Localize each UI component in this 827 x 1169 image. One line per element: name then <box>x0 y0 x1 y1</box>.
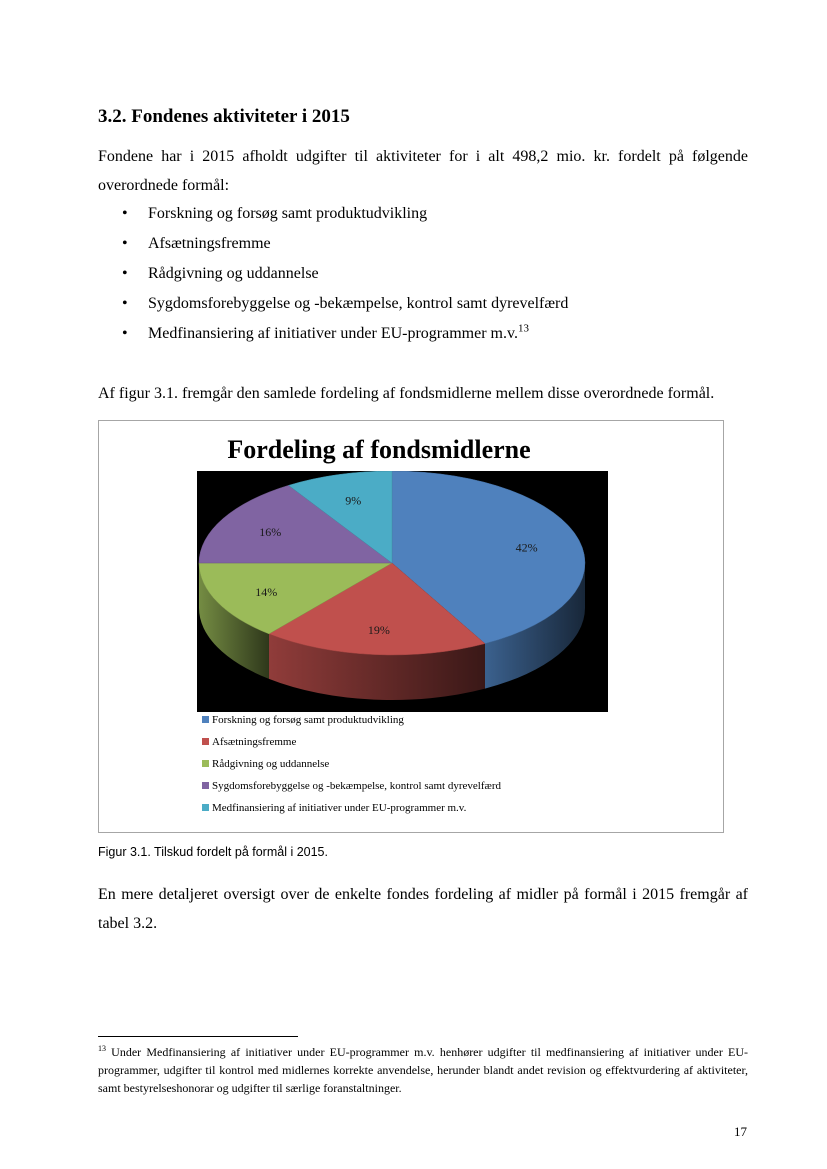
intro-paragraph: Fondene har i 2015 afholdt udgifter til aktiviteter for i alt 498,2 mio. kr. fordelt på følgende overordnede formål: <box>98 148 748 194</box>
closing-paragraph: En mere detaljeret oversigt over de enkelte fondes fordeling af midler på formål i 2015 fremgår af tabel 3.2. <box>98 886 748 932</box>
bullet-icon: • <box>122 295 128 312</box>
pie-data-label-0: 42% <box>515 540 538 555</box>
bullet-icon: • <box>122 235 128 252</box>
legend-swatch <box>202 760 209 767</box>
pie-data-label-3: 16% <box>259 525 282 540</box>
footnote <box>98 1043 748 1097</box>
list-item: • Forskning og forsøg samt produktudvikling <box>98 199 568 229</box>
legend-item: Medfinansiering af initiativer under EU-programmer m.v. <box>202 797 501 819</box>
bullet-icon: • <box>122 325 128 342</box>
legend-item: Forskning og forsøg samt produktudvikling <box>202 709 501 731</box>
pie-data-label-1: 19% <box>367 622 390 637</box>
page-number: 17 <box>734 1124 747 1139</box>
section-heading: 3.2. Fondenes aktiviteter i 2015 <box>98 106 350 127</box>
footnote-reference[interactable]: 13 <box>517 322 529 335</box>
chart-title: Fordeling af fondsmidlerne <box>227 435 531 464</box>
bullet-icon: • <box>122 205 128 222</box>
list-item: • Rådgivning og uddannelse <box>98 259 568 289</box>
pie-chart <box>197 471 608 712</box>
pie-plot-area <box>197 471 608 712</box>
bullet-icon: • <box>122 265 128 282</box>
figure-intro-paragraph: Af figur 3.1. fremgår den samlede fordeling af fondsmidlerne mellem disse overordnede formål. <box>98 385 715 402</box>
legend-swatch <box>202 738 209 745</box>
footnote-divider <box>98 1036 298 1037</box>
legend-item: Afsætningsfremme <box>202 731 501 753</box>
list-item: • Afsætningsfremme <box>98 229 568 259</box>
bullet-list <box>98 199 568 349</box>
pie-data-label-2: 14% <box>255 585 278 600</box>
legend-swatch <box>202 716 209 723</box>
footnote-number: 13 <box>98 1044 106 1053</box>
pie-data-label-4: 9% <box>345 493 362 508</box>
legend-swatch <box>202 782 209 789</box>
chart-legend <box>202 709 501 819</box>
list-item: • Sygdomsforebyggelse og -bekæmpelse, kontrol samt dyrevelfærd <box>98 289 568 319</box>
list-item: • Medfinansiering af initiativer under EU-programmer m.v.$^{13}$ <box>98 319 568 349</box>
figure-caption: Figur 3.1. Tilskud fordelt på formål i 2015. <box>98 845 328 859</box>
footnote-text: Under Medfinansiering af initiativer under EU-programmer m.v. henhører udgifter til medfinansiering af initiativer under EU-programmer, udgifter til kontrol med midlernes korrekte anvendelse, herunder blandt andet revision og effektvurdering af aktiviteter, samt bestyrelseshonorar og udgifter til særlige foranstaltninger. <box>98 1045 748 1095</box>
legend-swatch <box>202 804 209 811</box>
chart-frame <box>98 420 724 833</box>
legend-item: Sygdomsforebyggelse og -bekæmpelse, kontrol samt dyrevelfærd <box>202 775 501 797</box>
legend-item: Rådgivning og uddannelse <box>202 753 501 775</box>
